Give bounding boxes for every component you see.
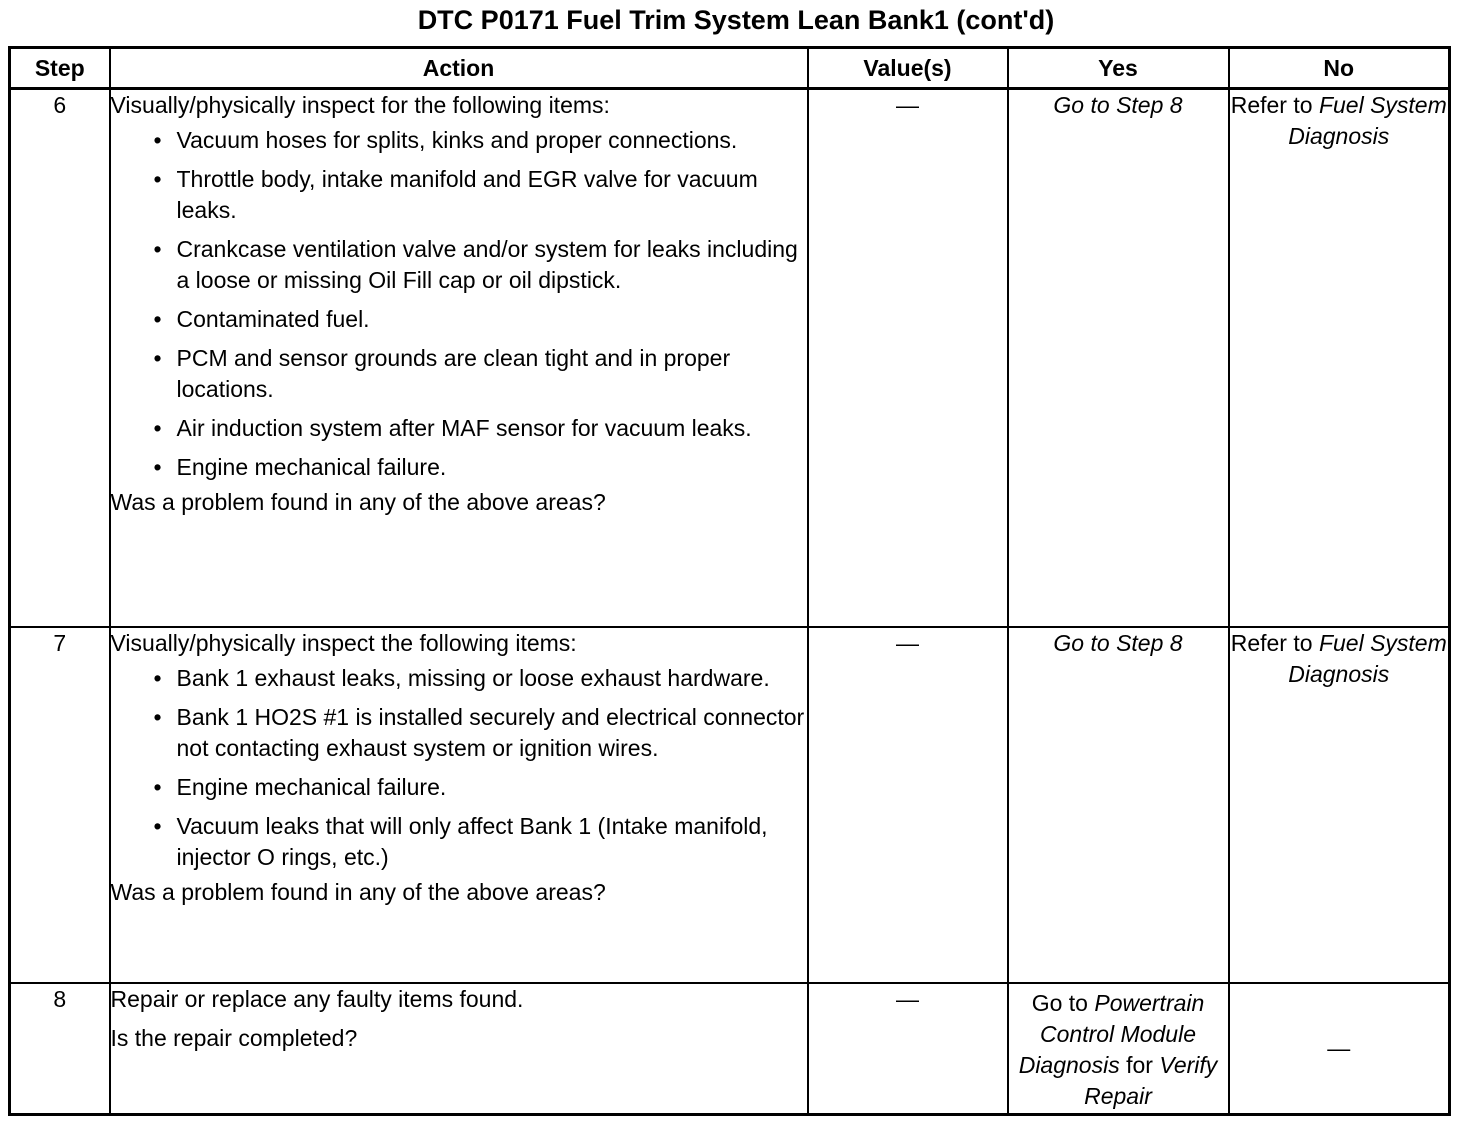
list-item-text: Bank 1 HO2S #1 is installed securely and electrical connector not contacting exhaust system or ignition wires.: [176, 703, 805, 761]
header-action: Action: [110, 48, 808, 89]
table-header-row: [10, 48, 1450, 89]
action-question: Was a problem found in any of the above areas?: [110, 878, 606, 905]
action-cell: [110, 89, 808, 627]
yes-cell: [1008, 983, 1229, 1115]
action-intro: Visually/physically inspect for the following items:: [110, 92, 610, 118]
header-yes: Yes: [1008, 48, 1229, 89]
bullet-icon: •: [153, 127, 162, 153]
action-cell: [110, 627, 808, 983]
inspection-list: [111, 125, 807, 483]
table-row-step-7: [10, 627, 1450, 983]
list-item: [111, 234, 807, 296]
yes-reference-2: Verify Repair: [1084, 1051, 1218, 1109]
diagnostic-table: [8, 46, 1451, 1116]
value-cell: —: [808, 983, 1008, 1115]
step-number: 8: [10, 983, 110, 1115]
action-question: Is the repair completed?: [110, 1024, 358, 1051]
no-cell: [1229, 627, 1450, 983]
list-item: [111, 663, 807, 694]
action-line: Repair or replace any faulty items found.: [110, 985, 524, 1012]
step-number: 6: [10, 89, 110, 627]
no-cell: —: [1229, 983, 1450, 1115]
list-item: [111, 811, 807, 873]
list-item-text: Throttle body, intake manifold and EGR valve for vacuum leaks.: [176, 166, 758, 223]
yes-reference: Powertrain Control Module Diagnosis: [1018, 989, 1205, 1078]
list-item: [111, 413, 807, 444]
table-row-step-6: [10, 89, 1450, 627]
header-no: No: [1229, 48, 1450, 89]
table-row-step-8: [10, 983, 1450, 1115]
no-reference: Fuel System Diagnosis: [1288, 629, 1447, 687]
yes-prefix: Go to: [1031, 989, 1088, 1016]
value-cell: —: [808, 627, 1008, 983]
bullet-icon: •: [153, 306, 162, 332]
bullet-icon: •: [153, 703, 162, 730]
list-item: [111, 125, 807, 156]
bullet-icon: •: [153, 415, 162, 441]
bullet-icon: •: [153, 454, 162, 480]
bullet-icon: •: [153, 812, 162, 839]
action-intro: Visually/physically inspect the following items:: [110, 629, 577, 656]
list-item-text: Air induction system after MAF sensor for vacuum leaks.: [176, 415, 752, 441]
yes-reference: Go to Step 8: [1053, 629, 1183, 656]
list-item: [111, 164, 807, 226]
step-number: 7: [10, 627, 110, 983]
page-title: DTC P0171 Fuel Trim System Lean Bank1 (cont'd): [417, 5, 1055, 35]
bullet-icon: •: [153, 345, 162, 371]
yes-cell: [1008, 627, 1229, 983]
bullet-icon: •: [153, 166, 162, 192]
list-item: [111, 702, 807, 764]
list-item: [111, 343, 807, 405]
action-cell: [110, 983, 808, 1115]
list-item: [111, 304, 807, 335]
yes-reference: Go to Step 8: [1053, 92, 1183, 118]
bullet-icon: •: [153, 236, 162, 262]
yes-cell: [1008, 89, 1229, 627]
no-prefix: Refer to: [1230, 92, 1313, 118]
list-item-text: Crankcase ventilation valve and/or system for leaks including a loose or missing Oil Fill cap or oil dipstick.: [176, 236, 798, 293]
list-item: [111, 452, 807, 483]
list-item-text: Vacuum hoses for splits, kinks and proper connections.: [176, 127, 738, 153]
no-cell: [1229, 89, 1450, 627]
header-values: Value(s): [808, 48, 1008, 89]
inspection-list: [111, 663, 807, 873]
list-item-text: PCM and sensor grounds are clean tight and in proper locations.: [176, 345, 731, 402]
list-item: [111, 772, 807, 803]
yes-connector: for: [1126, 1051, 1153, 1078]
list-item-text: Contaminated fuel.: [176, 306, 370, 332]
header-step: Step: [10, 48, 110, 89]
list-item-text: Bank 1 exhaust leaks, missing or loose exhaust hardware.: [176, 664, 770, 691]
no-prefix: Refer to: [1230, 629, 1313, 656]
value-cell: —: [808, 89, 1008, 627]
no-reference: Fuel System Diagnosis: [1288, 92, 1447, 149]
list-item-text: Engine mechanical failure.: [176, 454, 447, 480]
bullet-icon: •: [153, 664, 162, 691]
list-item-text: Engine mechanical failure.: [176, 773, 447, 800]
list-item-text: Vacuum leaks that will only affect Bank 1 (Intake manifold, injector O rings, etc.): [176, 812, 768, 870]
bullet-icon: •: [153, 773, 162, 800]
action-question: Was a problem found in any of the above areas?: [110, 489, 606, 515]
